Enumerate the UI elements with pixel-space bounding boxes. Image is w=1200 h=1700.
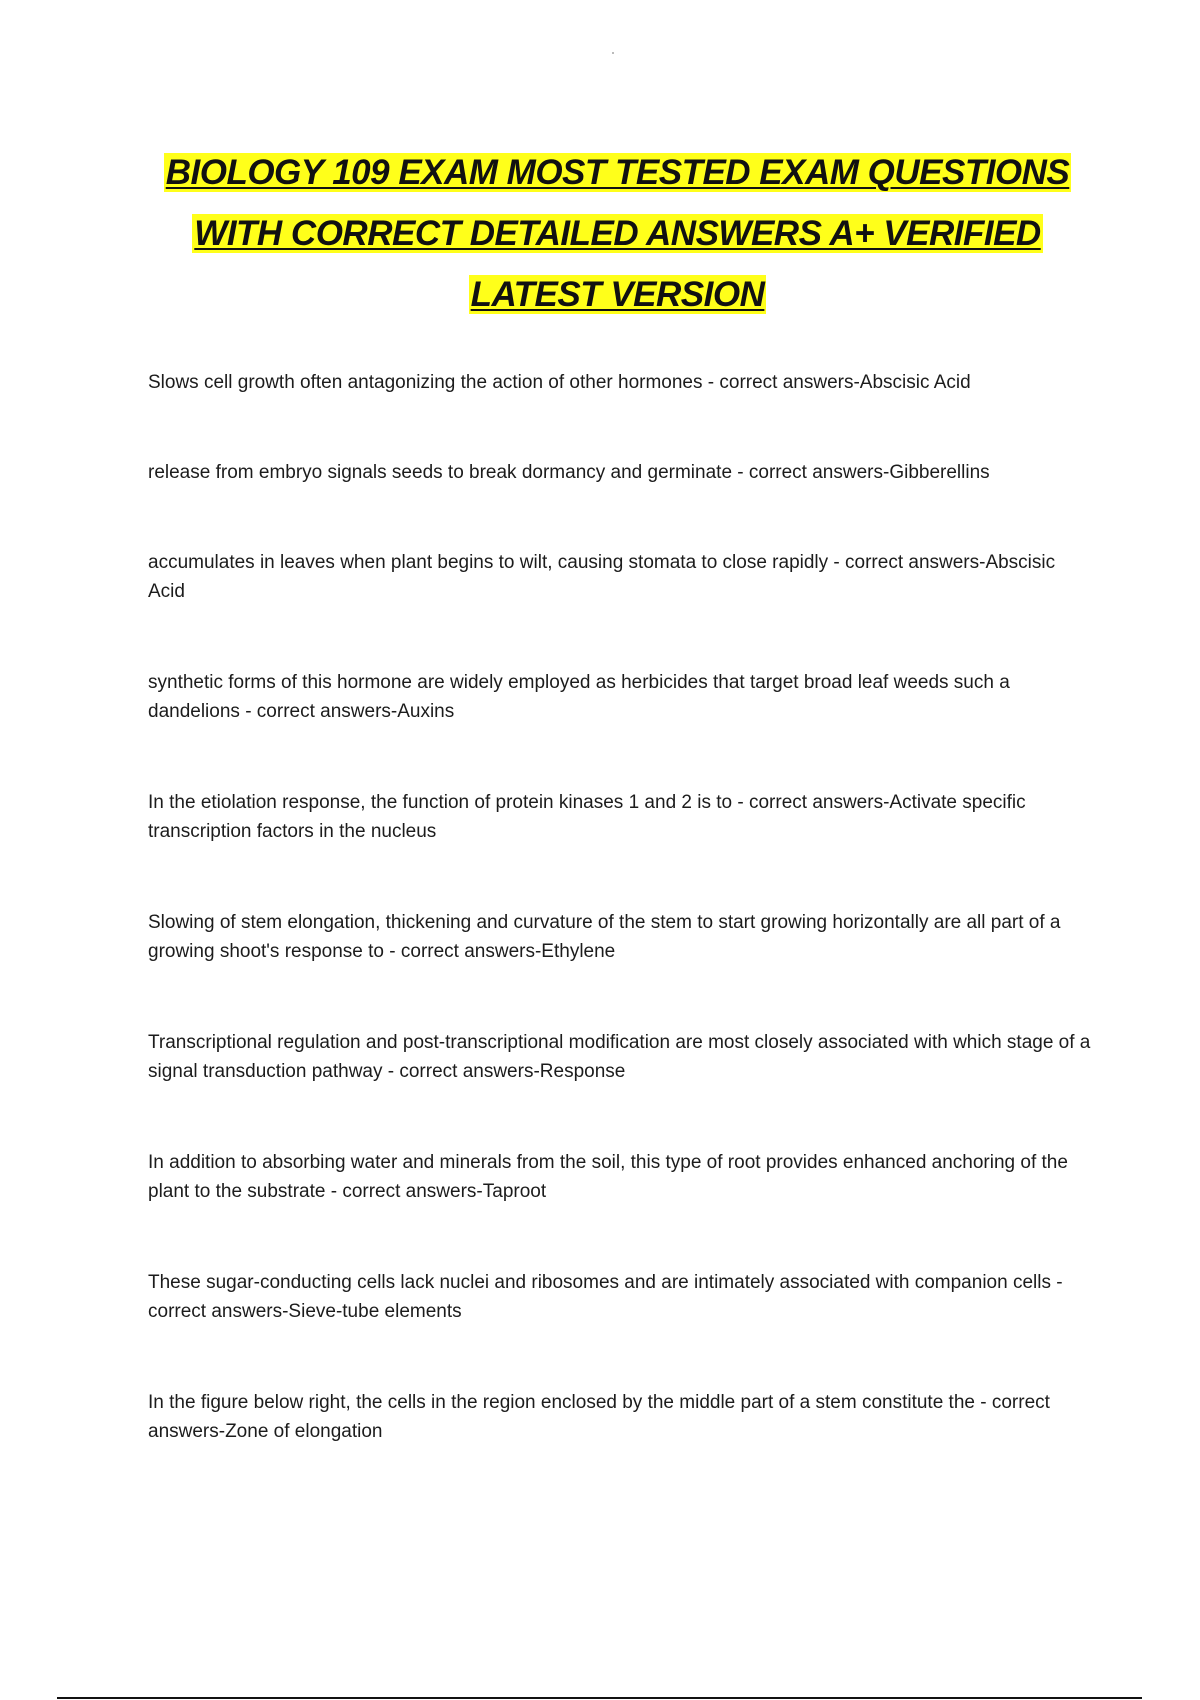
footer-divider [57,1697,1142,1699]
qa-item-7: Transcriptional regulation and post-transcriptional modification are most closely associated with which stage of a signal transduction pathway - correct answers-Response [148,1032,1091,1082]
qa-item-3: accumulates in leaves when plant begins to wilt, causing stomata to close rapidly - correct answers-Abscisic Acid [148,552,1056,602]
title-line-1: BIOLOGY 109 EXAM MOST TESTED EXAM QUESTIONS [165,153,1070,192]
qa-item-5: In the etiolation response, the function of protein kinases 1 and 2 is to - correct answers-Activate specific transcription factors in the nucleus [148,792,1026,842]
qa-item-1: Slows cell growth often antagonizing the action of other hormones - correct answers-Abscisic Acid [148,372,971,393]
title-line-2: WITH CORRECT DETAILED ANSWERS A+ VERIFIED [194,214,1041,253]
qa-item-6: Slowing of stem elongation, thickening and curvature of the stem to start growing horizontally are all part of a growing shoot's response to - correct answers-Ethylene [148,912,1061,962]
qa-item-8: In addition to absorbing water and minerals from the soil, this type of root provides enhanced anchoring of the plant to the substrate - correct answers-Taproot [148,1152,1068,1202]
title-line-3: LATEST VERSION [470,275,765,314]
qa-item-2: release from embryo signals seeds to break dormancy and germinate - correct answers-Gibberellins [148,462,990,483]
qa-item-10: In the figure below right, the cells in the region enclosed by the middle part of a stem constitute the - correct answers-Zone of elongation [148,1392,1050,1442]
scan-speck [612,52,614,54]
qa-item-9: These sugar-conducting cells lack nuclei and ribosomes and are intimately associated with companion cells - correct answers-Sieve-tube elements [148,1272,1063,1322]
qa-item-4: synthetic forms of this hormone are widely employed as herbicides that target broad leaf weeds such a dandelions - correct answers-Auxins [148,672,1010,722]
document-title [100,146,1135,329]
